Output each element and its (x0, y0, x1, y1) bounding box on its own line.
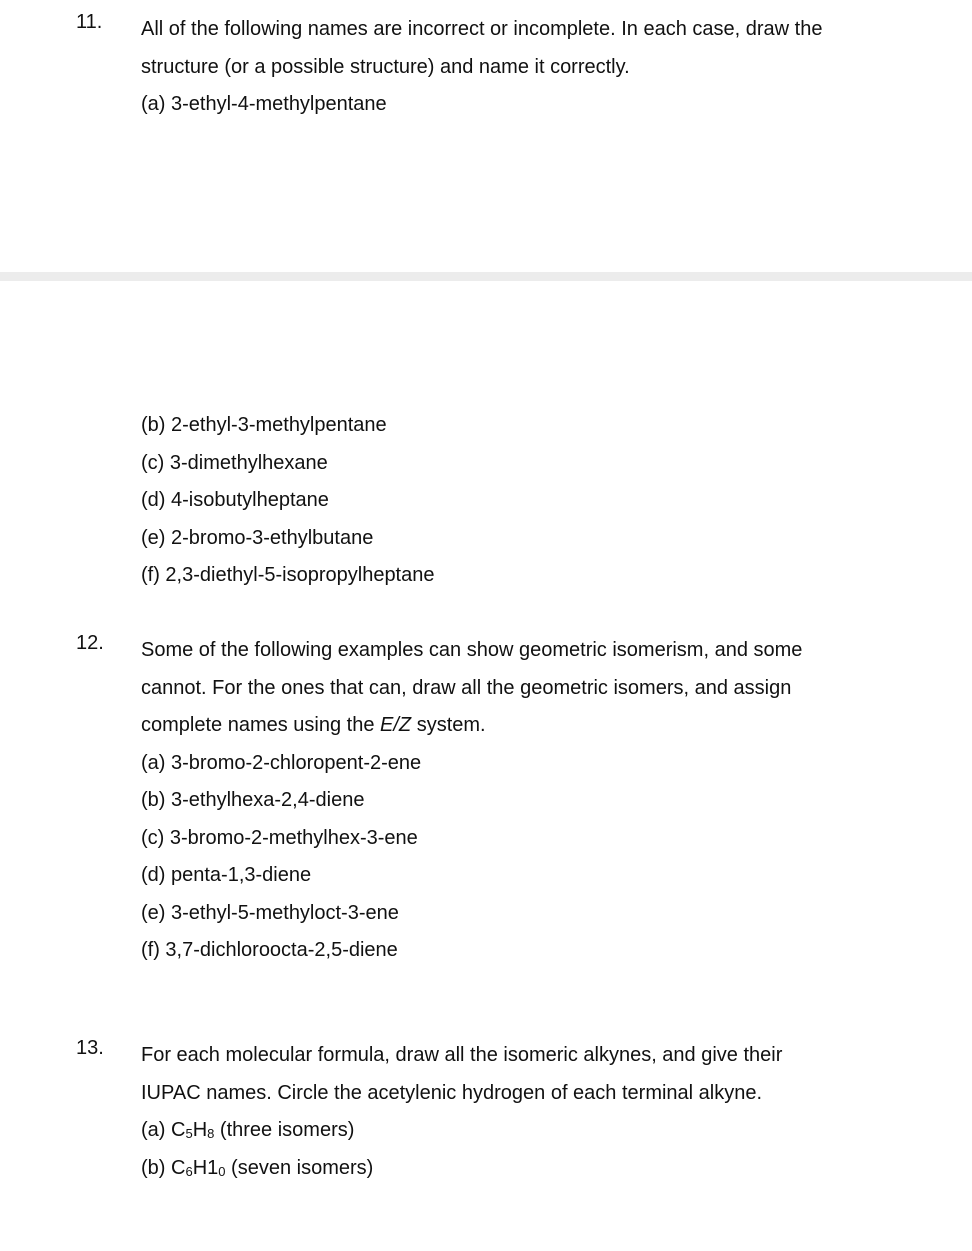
formula-text: (b) C (141, 1156, 186, 1179)
question-number: 11. (76, 11, 103, 33)
part-e: (e) 2-bromo-3-ethylbutane (141, 526, 374, 549)
part-b: (b) 3-ethylhexa-2,4-diene (141, 789, 365, 811)
question-body (141, 632, 941, 970)
ez-notation: E/Z (380, 714, 412, 736)
subscript: 5 (185, 1126, 193, 1141)
part-note: (three isomers) (214, 1119, 355, 1141)
question-text-line (141, 707, 941, 745)
subscript: 8 (207, 1126, 215, 1141)
part-e: (e) 3-ethyl-5-methyloct-3-ene (141, 901, 399, 924)
part-note: (seven isomers) (225, 1156, 374, 1179)
question-number: 12. (76, 632, 104, 654)
part-d: (d) penta-1,3-diene (141, 864, 312, 886)
question-text-line: For each molecular formula, draw all the isomeric alkynes, and give their (141, 1044, 783, 1066)
question-text-line: Some of the following examples can show geometric isomerism, and some (141, 639, 803, 661)
part-c: (c) 3-dimethylhexane (141, 451, 328, 474)
subscript: 6 (185, 1163, 193, 1179)
formula-text: H (192, 1119, 208, 1141)
page-break-divider (0, 272, 972, 281)
question-text-line: cannot. For the ones that can, draw all the geometric isomers, and assign (141, 676, 792, 699)
question-text-line: IUPAC names. Circle the acetylenic hydrogen of each terminal alkyne. (141, 1081, 763, 1104)
formula-text: H1 (192, 1156, 219, 1179)
formula-text: (a) C (141, 1119, 186, 1141)
question-number: 13. (76, 1037, 104, 1059)
question-text-line: All of the following names are incorrect or incomplete. In each case, draw the (141, 18, 823, 40)
part-f: (f) 2,3-diethyl-5-isopropylheptane (141, 564, 435, 586)
text-fragment: complete names using the (141, 714, 381, 736)
question-parts (141, 407, 941, 595)
question-body (141, 1037, 941, 1187)
part-b: (b) 2-ethyl-3-methylpentane (141, 414, 387, 436)
part-a (141, 1112, 941, 1150)
part-a: (a) 3-bromo-2-chloropent-2-ene (141, 751, 422, 774)
subscript: 0 (218, 1163, 226, 1179)
part-b (141, 1150, 941, 1188)
part-c: (c) 3-bromo-2-methylhex-3-ene (141, 826, 418, 849)
part-a: (a) 3-ethyl-4-methylpentane (141, 93, 387, 115)
question-text-line: structure (or a possible structure) and name it correctly. (141, 55, 630, 78)
question-body (141, 11, 941, 124)
part-f: (f) 3,7-dichloroocta-2,5-diene (141, 939, 398, 961)
part-d: (d) 4-isobutylheptane (141, 489, 329, 511)
text-fragment: system. (411, 714, 486, 736)
